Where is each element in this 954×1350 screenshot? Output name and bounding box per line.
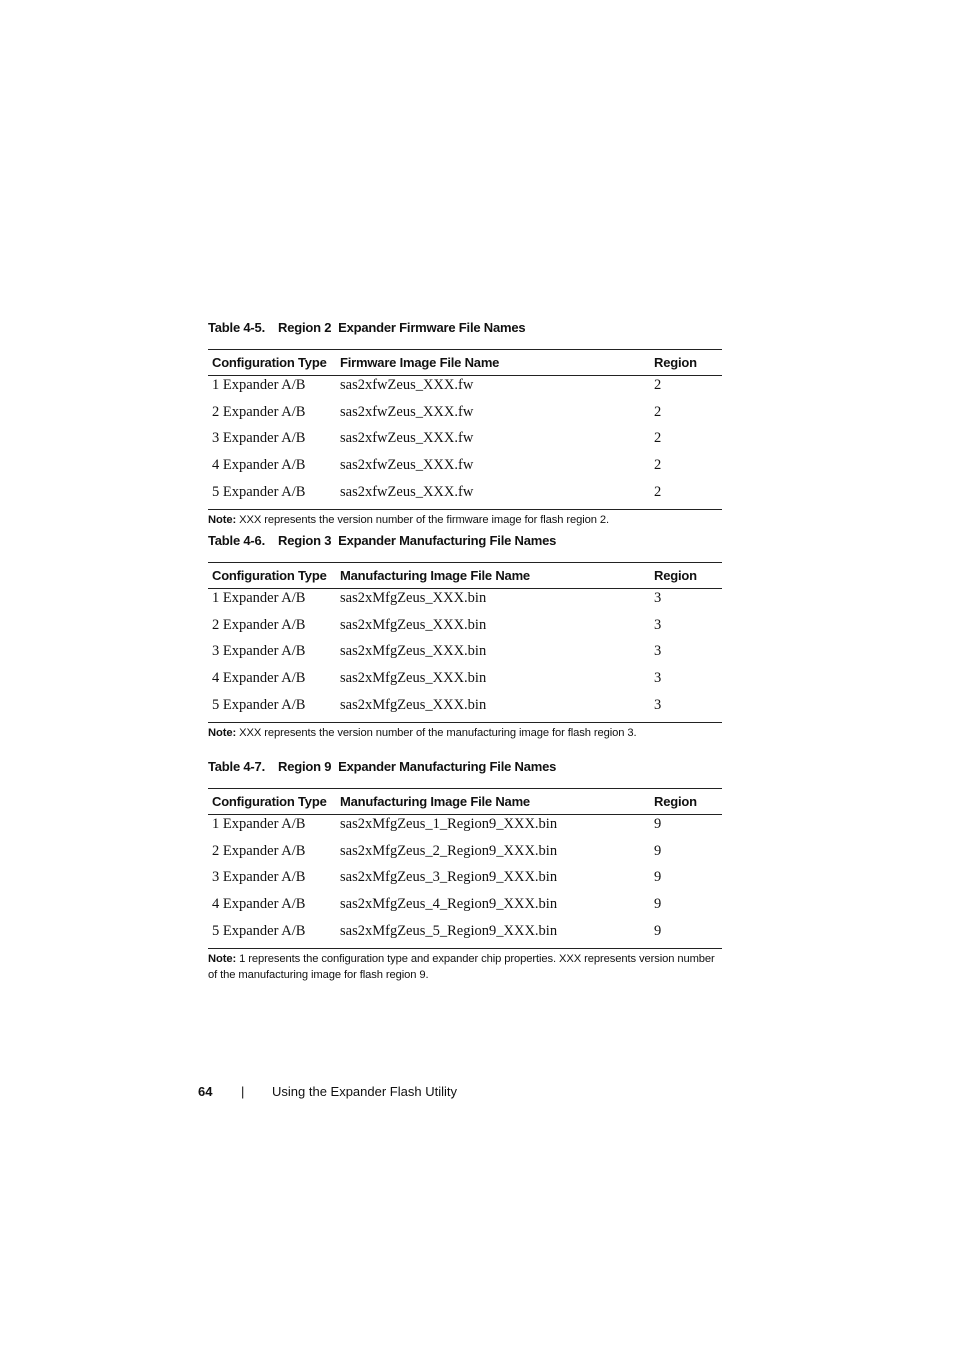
- table-cell: 3: [650, 696, 722, 723]
- note-label: Note:: [208, 727, 237, 740]
- table-row: [208, 376, 722, 403]
- table-cell: 2: [654, 403, 662, 420]
- table-cell: sas2xMfgZeus_1_Region9_XXX.bin: [340, 816, 558, 832]
- column-header: Manufacturing Image File Name: [336, 789, 650, 815]
- table-row: [208, 696, 722, 723]
- table-header-row: [208, 350, 722, 376]
- table-row: [208, 642, 722, 669]
- table-cell: 3 Expander A/B: [212, 643, 306, 660]
- manufacturing-file-table-region3: [208, 562, 722, 723]
- table-cell: 3: [654, 616, 662, 633]
- table-caption: [208, 759, 722, 774]
- table-cell: 1 Expander A/B: [212, 816, 306, 832]
- table-cell: 4 Expander A/B: [212, 896, 306, 913]
- table-row: [208, 589, 722, 616]
- table-cell: 2: [654, 377, 662, 393]
- footer-separator: |: [241, 1084, 245, 1099]
- column-header: Configuration Type: [208, 563, 336, 589]
- table-cell: 3 Expander A/B: [212, 430, 306, 447]
- table-cell: sas2xMfgZeus_2_Region9_XXX.bin: [340, 842, 558, 859]
- note-text: XXX represents the version number of the firmware image for flash region 2.: [236, 514, 610, 527]
- table-row: [208, 868, 722, 895]
- table-cell: 3: [654, 643, 662, 660]
- table-row: [208, 669, 722, 696]
- table-cell: sas2xMfgZeus_XXX.bin: [336, 696, 650, 723]
- table-title: Region 9 Expander Manufacturing File Names: [278, 759, 557, 774]
- column-header: Firmware Image File Name: [336, 350, 650, 376]
- page-number: 64: [198, 1084, 213, 1099]
- table-cell: 2 Expander A/B: [212, 842, 306, 859]
- table-cell: sas2xfwZeus_XXX.fw: [340, 457, 474, 474]
- table-header-row: [208, 789, 722, 815]
- table-row: [208, 616, 722, 643]
- table-cell: 1 Expander A/B: [212, 377, 306, 393]
- table-row: [208, 456, 722, 483]
- table-cell: 5 Expander A/B: [208, 483, 336, 510]
- table-number: Table 4-5.: [208, 320, 266, 335]
- column-header: Region: [650, 789, 722, 815]
- table-cell: sas2xfwZeus_XXX.fw: [340, 377, 474, 393]
- table-cell: 5 Expander A/B: [208, 696, 336, 723]
- table-cell: 3: [654, 670, 662, 687]
- manufacturing-file-table-region9: [208, 788, 722, 949]
- table-caption: [208, 320, 722, 335]
- table-note: [208, 512, 722, 528]
- table-row: [208, 815, 722, 842]
- table-number: Table 4-6.: [208, 533, 266, 548]
- table-cell: 2 Expander A/B: [212, 616, 306, 633]
- table-block-4-7: [208, 759, 722, 983]
- note-text: XXX represents the version number of the manufacturing image for flash region 3.: [236, 727, 637, 740]
- table-block-4-5: [208, 320, 722, 528]
- table-cell: 9: [654, 869, 662, 886]
- note-label: Note:: [208, 953, 237, 966]
- table-cell: sas2xMfgZeus_XXX.bin: [340, 590, 487, 606]
- table-row: [208, 403, 722, 430]
- table-row: [208, 895, 722, 922]
- table-cell: 3 Expander A/B: [212, 869, 306, 886]
- table-cell: sas2xfwZeus_XXX.fw: [340, 403, 474, 420]
- table-cell: sas2xMfgZeus_3_Region9_XXX.bin: [340, 869, 558, 886]
- table-cell: sas2xMfgZeus_XXX.bin: [340, 670, 487, 687]
- table-row: [208, 842, 722, 869]
- table-cell: 9: [654, 816, 662, 832]
- table-cell: 4 Expander A/B: [212, 457, 306, 474]
- table-caption: [208, 533, 722, 548]
- table-cell: sas2xMfgZeus_5_Region9_XXX.bin: [336, 922, 650, 949]
- table-cell: 9: [650, 922, 722, 949]
- table-cell: 2: [654, 430, 662, 447]
- note-text: 1 represents the configuration type and expander chip properties. XXX represents version number of the manufacturing image for flash region 9.: [208, 953, 715, 982]
- table-cell: 3: [654, 590, 662, 606]
- column-header: Configuration Type: [208, 789, 336, 815]
- column-header: Region: [650, 350, 722, 376]
- table-cell: sas2xMfgZeus_XXX.bin: [340, 616, 487, 633]
- table-number: Table 4-7.: [208, 759, 266, 774]
- table-cell: sas2xMfgZeus_4_Region9_XXX.bin: [340, 896, 558, 913]
- table-cell: 4 Expander A/B: [212, 670, 306, 687]
- table-cell: sas2xfwZeus_XXX.fw: [340, 430, 474, 447]
- table-cell: 9: [654, 896, 662, 913]
- column-header: Region: [650, 563, 722, 589]
- table-block-4-6: [208, 533, 722, 741]
- column-header: Manufacturing Image File Name: [336, 563, 650, 589]
- table-note: [208, 951, 722, 983]
- table-title: Region 3 Expander Manufacturing File Names: [278, 533, 557, 548]
- table-note: [208, 725, 722, 741]
- table-row: [208, 922, 722, 949]
- table-header-row: [208, 563, 722, 589]
- table-cell: 1 Expander A/B: [212, 590, 306, 606]
- table-cell: 2: [650, 483, 722, 510]
- table-title: Region 2 Expander Firmware File Names: [278, 320, 526, 335]
- table-cell: 2 Expander A/B: [212, 403, 306, 420]
- column-header: Configuration Type: [208, 350, 336, 376]
- table-cell: 9: [654, 842, 662, 859]
- chapter-title: Using the Expander Flash Utility: [272, 1084, 457, 1099]
- note-label: Note:: [208, 514, 237, 527]
- table-cell: 2: [654, 457, 662, 474]
- table-cell: 5 Expander A/B: [208, 922, 336, 949]
- table-cell: sas2xfwZeus_XXX.fw: [336, 483, 650, 510]
- table-cell: sas2xMfgZeus_XXX.bin: [340, 643, 487, 660]
- table-row: [208, 429, 722, 456]
- firmware-file-table: [208, 349, 722, 510]
- table-row: [208, 483, 722, 510]
